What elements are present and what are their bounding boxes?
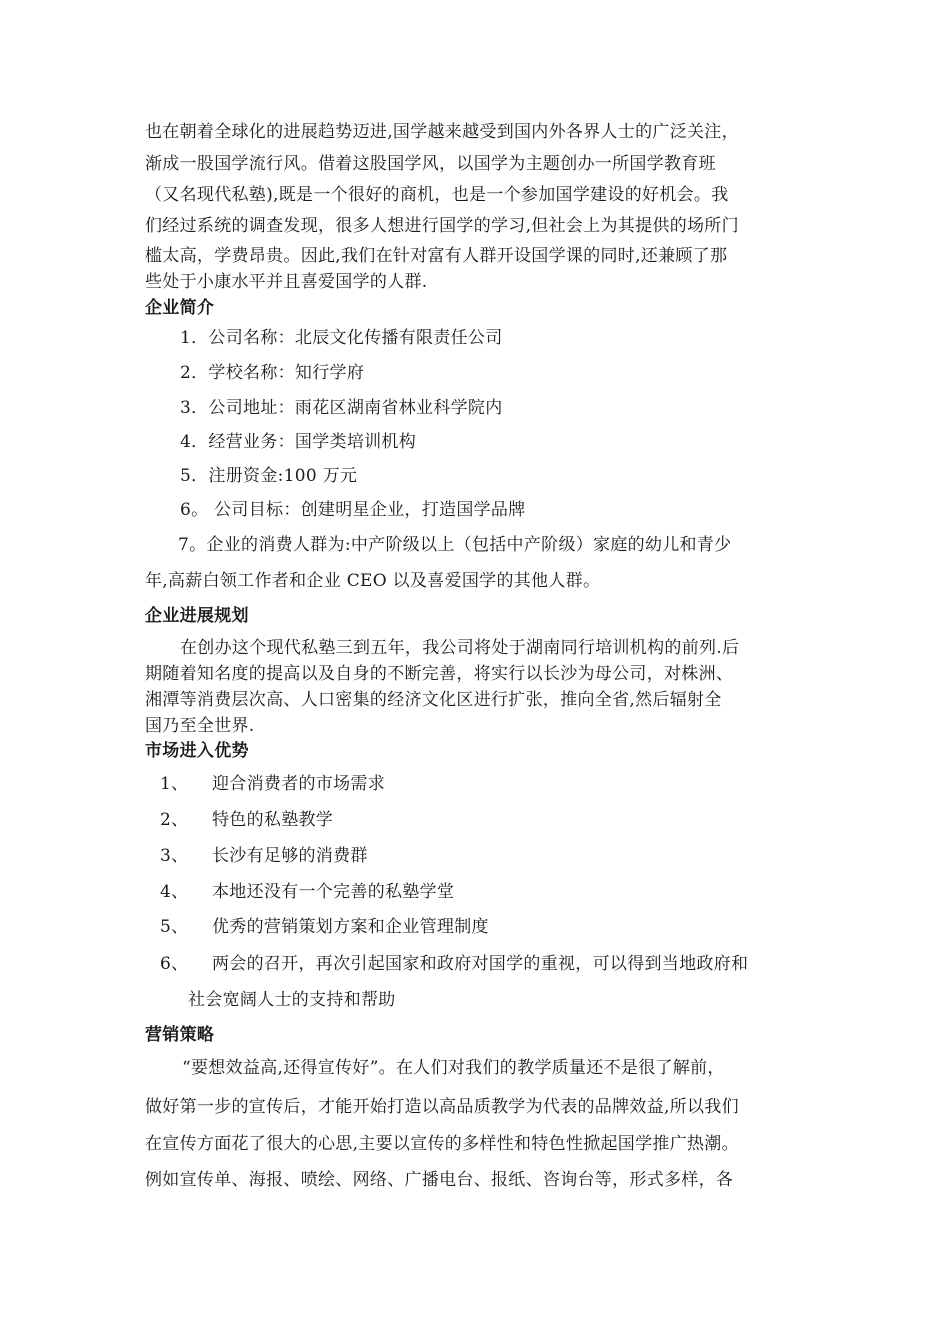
intro-line: （又名现代私塾),既是一个很好的商机，也是一个参加国学建设的好机会。我 — [145, 185, 729, 205]
market-item-number: 6、 — [160, 954, 189, 974]
market-item — [160, 954, 748, 974]
plan-line: 期随着知名度的提高以及自身的不断完善，将实行以长沙为母公司，对株洲、 — [145, 664, 734, 684]
company-info-item: 7。企业的消费人群为:中产阶级以上（包括中产阶级）家庭的幼儿和青少 — [178, 535, 732, 555]
market-item-cont: 社会宽阔人士的支持和帮助 — [188, 990, 396, 1010]
company-info-item: 5．注册资金:100 万元 — [180, 466, 358, 486]
company-info-item: 4．经营业务：国学类培训机构 — [180, 432, 417, 452]
company-info-item: 1．公司名称：北辰文化传播有限责任公司 — [180, 328, 503, 348]
intro-line: 也在朝着全球化的进展趋势迈进,国学越来越受到国内外各界人士的广泛关注， — [145, 122, 739, 142]
marketing-line: 在宣传方面花了很大的心思,主要以宣传的多样性和特色性掀起国学推广热潮。 — [145, 1134, 739, 1154]
plan-line: 在创办这个现代私塾三到五年，我公司将处于湖南同行培训机构的前列.后 — [180, 638, 740, 658]
marketing-line: “要想效益高,还得宣传好”。在人们对我们的教学质量还不是很了解前， — [182, 1058, 725, 1078]
market-item-text: 特色的私塾教学 — [212, 810, 334, 830]
market-item-number: 1、 — [160, 774, 189, 794]
market-item-number: 5、 — [160, 917, 189, 937]
marketing-line: 例如宣传单、海报、喷绘、网络、广播电台、报纸、咨询台等，形式多样，各 — [145, 1170, 734, 1190]
market-item — [160, 917, 489, 937]
market-item-text: 长沙有足够的消费群 — [212, 846, 368, 866]
company-info-item: 6。 公司目标：创建明星企业，打造国学品牌 — [180, 500, 526, 520]
section-heading-market: 市场进入优势 — [145, 741, 249, 761]
marketing-line: 做好第一步的宣传后，才能开始打造以高品质教学为代表的品牌效益,所以我们 — [145, 1097, 739, 1117]
market-item-text: 两会的召开，再次引起国家和政府对国学的重视，可以得到当地政府和 — [212, 954, 749, 974]
intro-line: 渐成一股国学流行风。借着这股国学风，以国学为主题创办一所国学教育班 — [145, 154, 716, 174]
market-item-text: 迎合消费者的市场需求 — [212, 774, 385, 794]
section-heading-company: 企业简介 — [145, 298, 215, 318]
section-heading-marketing: 营销策略 — [145, 1025, 215, 1045]
market-item — [160, 810, 333, 830]
market-item — [160, 846, 368, 866]
intro-line: 们经过系统的调查发现，很多人想进行国学的学习,但社会上为其提供的场所门 — [145, 216, 739, 236]
market-item — [160, 774, 385, 794]
intro-line: 些处于小康水平并且喜爱国学的人群. — [145, 272, 428, 292]
market-item — [160, 882, 454, 902]
market-item-text: 优秀的营销策划方案和企业管理制度 — [212, 917, 489, 937]
company-info-item: 3．公司地址：雨花区湖南省林业科学院内 — [180, 398, 503, 418]
company-info-item: 2．学校名称：知行学府 — [180, 363, 365, 383]
market-item-number: 3、 — [160, 846, 189, 866]
plan-line: 国乃至全世界. — [145, 716, 255, 736]
intro-line: 槛太高，学费昂贵。因此,我们在针对富有人群开设国学课的同时,还兼顾了那 — [145, 246, 728, 266]
company-info-item-cont: 年,高薪白领工作者和企业 CEO 以及喜爱国学的其他人群。 — [145, 571, 601, 591]
section-heading-plan: 企业进展规划 — [145, 606, 249, 626]
market-item-number: 2、 — [160, 810, 189, 830]
market-item-text: 本地还没有一个完善的私塾学堂 — [212, 882, 455, 902]
market-item-number: 4、 — [160, 882, 189, 902]
plan-line: 湘潭等消费层次高、人口密集的经济文化区进行扩张，推向全省,然后辐射全 — [145, 690, 722, 710]
